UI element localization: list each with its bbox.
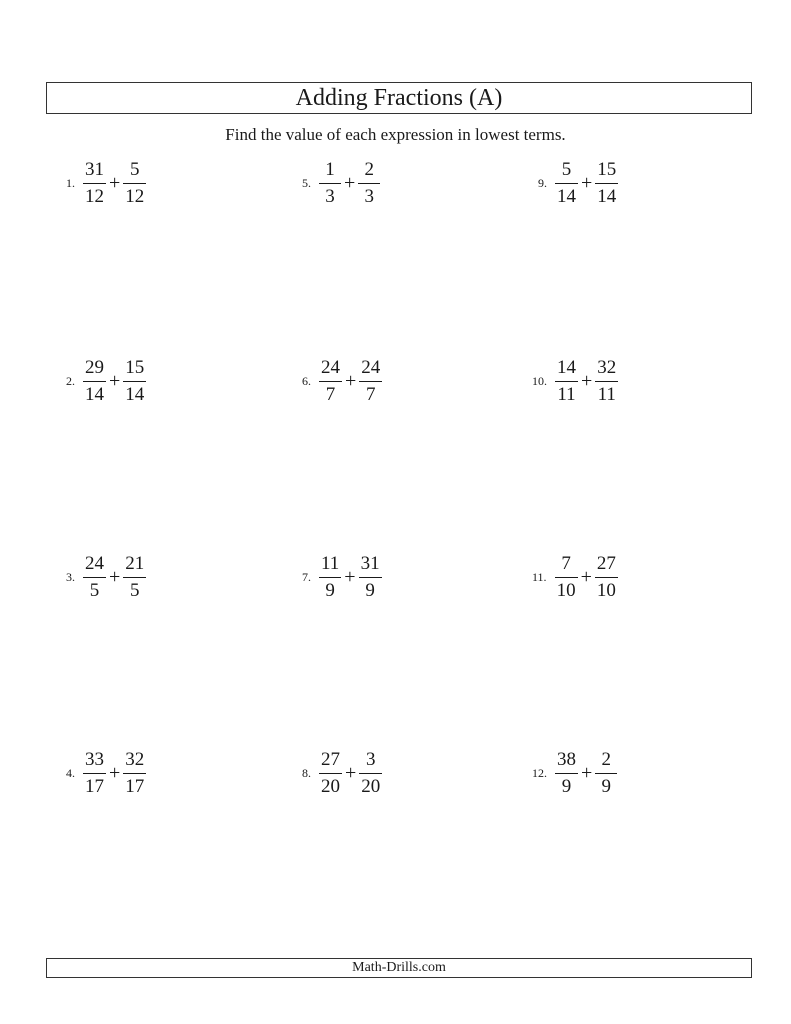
plus-operator: + (581, 369, 593, 392)
problem-3 (66, 547, 146, 607)
numerator: 32 (125, 748, 145, 770)
footer-source: Math-Drills.com (46, 958, 752, 978)
plus-operator: + (581, 171, 593, 194)
denominator: 17 (125, 775, 145, 797)
numerator: 15 (597, 158, 617, 180)
problem-11 (532, 547, 618, 607)
fraction-b (595, 553, 618, 602)
numerator: 2 (364, 158, 375, 180)
plus-operator: + (344, 565, 356, 588)
fraction-a (83, 159, 106, 208)
denominator: 11 (557, 383, 576, 405)
numerator: 32 (597, 356, 617, 378)
problem-number: 11. (532, 569, 547, 584)
denominator: 10 (596, 579, 616, 601)
problem-6 (302, 351, 382, 411)
problem-7 (302, 547, 382, 607)
fraction-a (83, 749, 106, 798)
denominator: 9 (365, 579, 375, 601)
plus-operator: + (345, 761, 357, 784)
numerator: 5 (561, 158, 572, 180)
problem-number: 8. (302, 765, 311, 780)
denominator: 3 (364, 185, 375, 207)
numerator: 15 (125, 356, 145, 378)
denominator: 14 (125, 383, 145, 405)
plus-operator: + (345, 369, 357, 392)
fraction-b (595, 749, 617, 798)
denominator: 5 (89, 579, 100, 601)
plus-operator: + (109, 565, 121, 588)
fraction-a (555, 749, 578, 798)
numerator: 27 (321, 748, 340, 770)
numerator: 21 (125, 552, 145, 574)
fraction-a (555, 553, 578, 602)
denominator: 9 (561, 775, 572, 797)
plus-operator: + (580, 565, 592, 588)
problem-4 (66, 743, 146, 803)
plus-operator: + (344, 171, 356, 194)
denominator: 14 (557, 185, 576, 207)
fraction-b (123, 749, 146, 798)
fraction-a (319, 749, 342, 798)
denominator: 10 (556, 579, 576, 601)
numerator: 1 (325, 158, 335, 180)
problem-number: 5. (302, 175, 311, 190)
numerator: 33 (85, 748, 104, 770)
problem-9 (538, 153, 618, 213)
denominator: 20 (321, 775, 340, 797)
problem-number: 2. (66, 373, 75, 388)
fraction-a (319, 159, 341, 208)
numerator: 24 (85, 552, 104, 574)
denominator: 9 (325, 579, 335, 601)
denominator: 12 (125, 185, 145, 207)
fraction-a (319, 357, 342, 406)
problem-number: 12. (532, 765, 547, 780)
problem-8 (302, 743, 382, 803)
problem-number: 4. (66, 765, 75, 780)
denominator: 5 (130, 579, 140, 601)
denominator: 9 (601, 775, 612, 797)
problem-number: 7. (302, 569, 311, 584)
fraction-b (359, 749, 382, 798)
problem-1 (66, 153, 146, 213)
denominator: 17 (85, 775, 104, 797)
denominator: 14 (597, 185, 617, 207)
fraction-b (359, 553, 382, 602)
problem-12 (532, 743, 617, 803)
numerator: 14 (557, 356, 576, 378)
denominator: 20 (361, 775, 381, 797)
denominator: 14 (85, 383, 104, 405)
plus-operator: + (109, 761, 121, 784)
numerator: 5 (130, 158, 140, 180)
plus-operator: + (109, 369, 121, 392)
denominator: 7 (325, 383, 336, 405)
problem-number: 9. (538, 175, 547, 190)
problem-number: 6. (302, 373, 311, 388)
fraction-a (83, 357, 106, 406)
problem-number: 10. (532, 373, 547, 388)
numerator: 29 (85, 356, 104, 378)
numerator: 2 (601, 748, 612, 770)
problem-number: 3. (66, 569, 75, 584)
fraction-a (555, 159, 578, 208)
problem-10 (532, 351, 618, 411)
numerator: 24 (321, 356, 340, 378)
fraction-b (123, 553, 146, 602)
worksheet-title: Adding Fractions (A) (46, 82, 752, 114)
denominator: 3 (325, 185, 335, 207)
numerator: 11 (321, 552, 340, 574)
problem-5 (302, 153, 380, 213)
instructions: Find the value of each expression in lowest terms. (225, 125, 566, 144)
fraction-b (123, 357, 146, 406)
denominator: 11 (597, 383, 616, 405)
numerator: 3 (366, 748, 376, 770)
numerator: 7 (561, 552, 571, 574)
denominator: 7 (366, 383, 376, 405)
problem-number: 1. (66, 175, 75, 190)
denominator: 12 (85, 185, 104, 207)
problem-2 (66, 351, 146, 411)
fraction-a (555, 357, 578, 406)
fraction-b (595, 159, 618, 208)
numerator: 31 (85, 158, 104, 180)
fraction-a (319, 553, 341, 602)
plus-operator: + (109, 171, 121, 194)
numerator: 31 (360, 552, 380, 574)
numerator: 38 (557, 748, 576, 770)
fraction-b (358, 159, 380, 208)
fraction-a (83, 553, 106, 602)
fraction-b (595, 357, 618, 406)
fraction-b (359, 357, 382, 406)
plus-operator: + (581, 761, 593, 784)
numerator: 24 (361, 356, 381, 378)
fraction-b (123, 159, 146, 208)
numerator: 27 (596, 552, 616, 574)
